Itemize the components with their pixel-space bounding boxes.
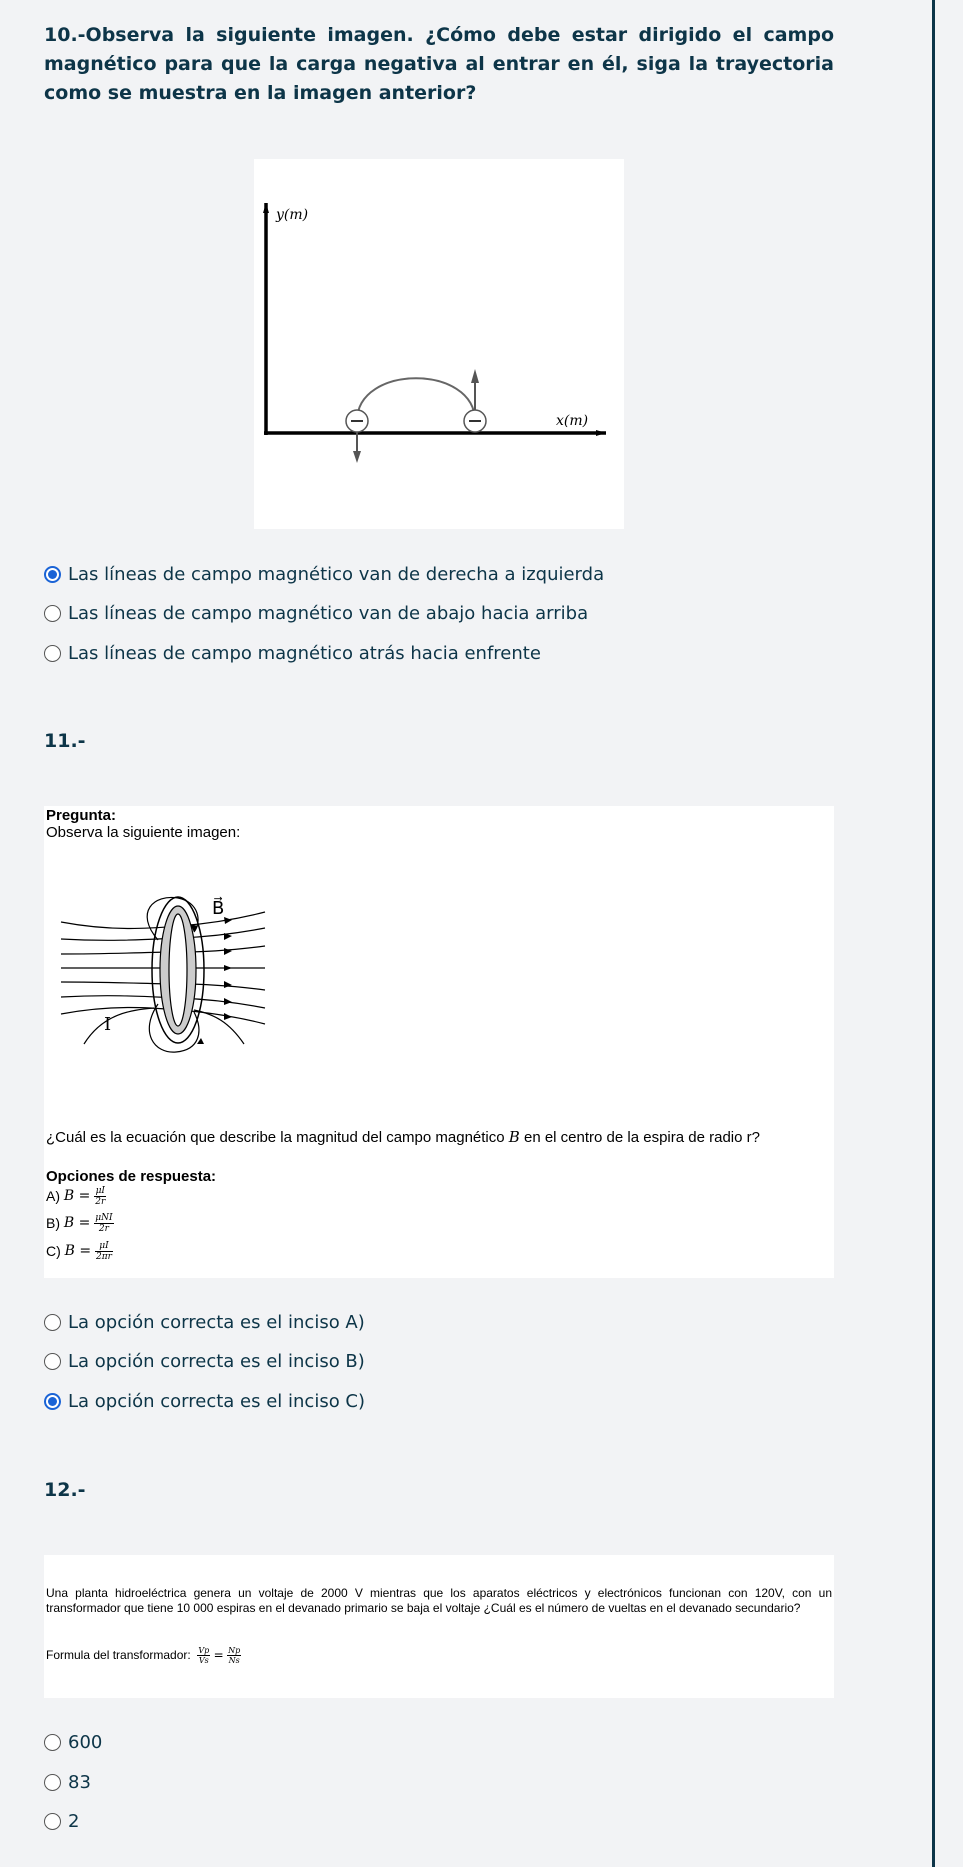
question-text-start: ¿Cuál es la ecuación que describe la magnitud del campo magnético: [46, 1129, 505, 1146]
answer-lhs: B =: [63, 1188, 91, 1204]
trajectory-figure: [254, 159, 624, 529]
y-axis-label: y(m): [276, 207, 309, 223]
radio-button[interactable]: [44, 1774, 61, 1791]
x-axis-arrowhead: [596, 430, 606, 436]
radio-button[interactable]: [44, 1393, 61, 1410]
question-12-text: Una planta hidroeléctrica genera un voltaje de 2000 V mientras que los aparatos eléctricos y electrónicos funcionan con 120V, con un transformador que tiene 10 000 espiras en el devanado primario se baja el voltaje ¿Cuál es el número de vueltas en el devanado secundario?: [46, 1586, 832, 1615]
q12-option-2[interactable]: [44, 1768, 91, 1796]
formula-left-fraction: [197, 1646, 210, 1665]
option-label: 83: [68, 1771, 91, 1793]
q10-option-1[interactable]: [44, 560, 604, 588]
radio-button[interactable]: [44, 566, 61, 583]
right-border-line: [932, 0, 935, 1867]
formula-right-fraction: [227, 1646, 241, 1665]
denominator: Vs: [198, 1655, 209, 1665]
option-label: 600: [68, 1731, 103, 1753]
answer-lhs: B =: [64, 1243, 92, 1259]
q12-option-3[interactable]: [44, 1807, 79, 1835]
q11-option-3[interactable]: [44, 1387, 365, 1415]
q10-option-2[interactable]: [44, 599, 588, 627]
question-12-title: 12.-: [44, 1479, 86, 1501]
radio-button[interactable]: [44, 1353, 61, 1370]
denominator: 2r: [95, 1196, 106, 1207]
option-label: La opción correcta es el inciso B): [68, 1350, 365, 1372]
trajectory-diagram: [254, 159, 624, 529]
numerator: Np: [228, 1645, 241, 1655]
answer-letter: A): [46, 1188, 60, 1204]
radio-button[interactable]: [44, 1813, 61, 1830]
radio-button[interactable]: [44, 605, 61, 622]
denominator: Ns: [228, 1655, 240, 1665]
current-label: I: [104, 1014, 112, 1035]
answer-lhs: B =: [63, 1215, 91, 1231]
option-label: 2: [68, 1810, 80, 1832]
numerator: Vp: [198, 1645, 210, 1655]
answer-c: [46, 1240, 113, 1262]
denominator: 2πr: [96, 1251, 112, 1262]
numerator: μI: [95, 1241, 113, 1252]
q10-option-3[interactable]: [44, 639, 541, 667]
y-axis-arrowhead: [263, 203, 269, 213]
answer-letter: B): [46, 1215, 60, 1231]
question-text: [46, 1128, 760, 1146]
answer-a: [46, 1185, 106, 1207]
q12-option-1[interactable]: [44, 1728, 102, 1756]
option-label: La opción correcta es el inciso A): [68, 1311, 365, 1333]
formula-label: Formula del transformador:: [46, 1648, 191, 1662]
fraction: [94, 1186, 106, 1207]
charge-trajectory-arc: [357, 378, 475, 421]
magnetic-field-label: B⃗: [212, 898, 225, 919]
answer-letter: C): [46, 1243, 61, 1259]
pregunta-label: Pregunta:: [46, 807, 117, 824]
fraction: [94, 1213, 113, 1234]
numerator: μI: [95, 1185, 105, 1196]
x-axis-label: x(m): [556, 413, 589, 429]
transformer-formula: [46, 1642, 241, 1668]
q11-option-1[interactable]: [44, 1308, 365, 1336]
entry-velocity-arrowhead: [353, 451, 361, 463]
question-11-title: 11.-: [44, 730, 86, 752]
current-loop-figure: [54, 892, 314, 1082]
equals-sign: =: [213, 1648, 224, 1662]
question-11-box: [44, 806, 834, 1278]
question-variable: B: [508, 1128, 520, 1146]
option-label: Las líneas de campo magnético van de abajo hacia arriba: [68, 602, 589, 624]
opciones-label: Opciones de respuesta:: [46, 1168, 217, 1185]
denominator: 2r: [98, 1223, 109, 1234]
radio-button[interactable]: [44, 1314, 61, 1331]
q11-option-2[interactable]: [44, 1347, 365, 1375]
fraction: [95, 1241, 113, 1262]
option-label: Las líneas de campo magnético atrás hacia enfrente: [68, 642, 541, 664]
question-intro: Observa la siguiente imagen:: [46, 824, 241, 841]
question-12-box: [44, 1555, 834, 1698]
question-10-title: 10.-Observa la siguiente imagen. ¿Cómo debe estar dirigido el campo magnético para que la carga negativa al entrar en él, siga la trayectoria como se muestra en la imagen anterior?: [44, 24, 834, 104]
option-label: La opción correcta es el inciso C): [68, 1390, 366, 1412]
option-label: Las líneas de campo magnético van de derecha a izquierda: [68, 563, 605, 585]
question-text-end: en el centro de la espira de radio r?: [523, 1129, 760, 1146]
radio-button[interactable]: [44, 1734, 61, 1751]
radio-button[interactable]: [44, 645, 61, 662]
answer-b: [46, 1212, 114, 1234]
numerator: μNI: [95, 1212, 113, 1223]
exit-velocity-arrowhead: [471, 369, 479, 383]
